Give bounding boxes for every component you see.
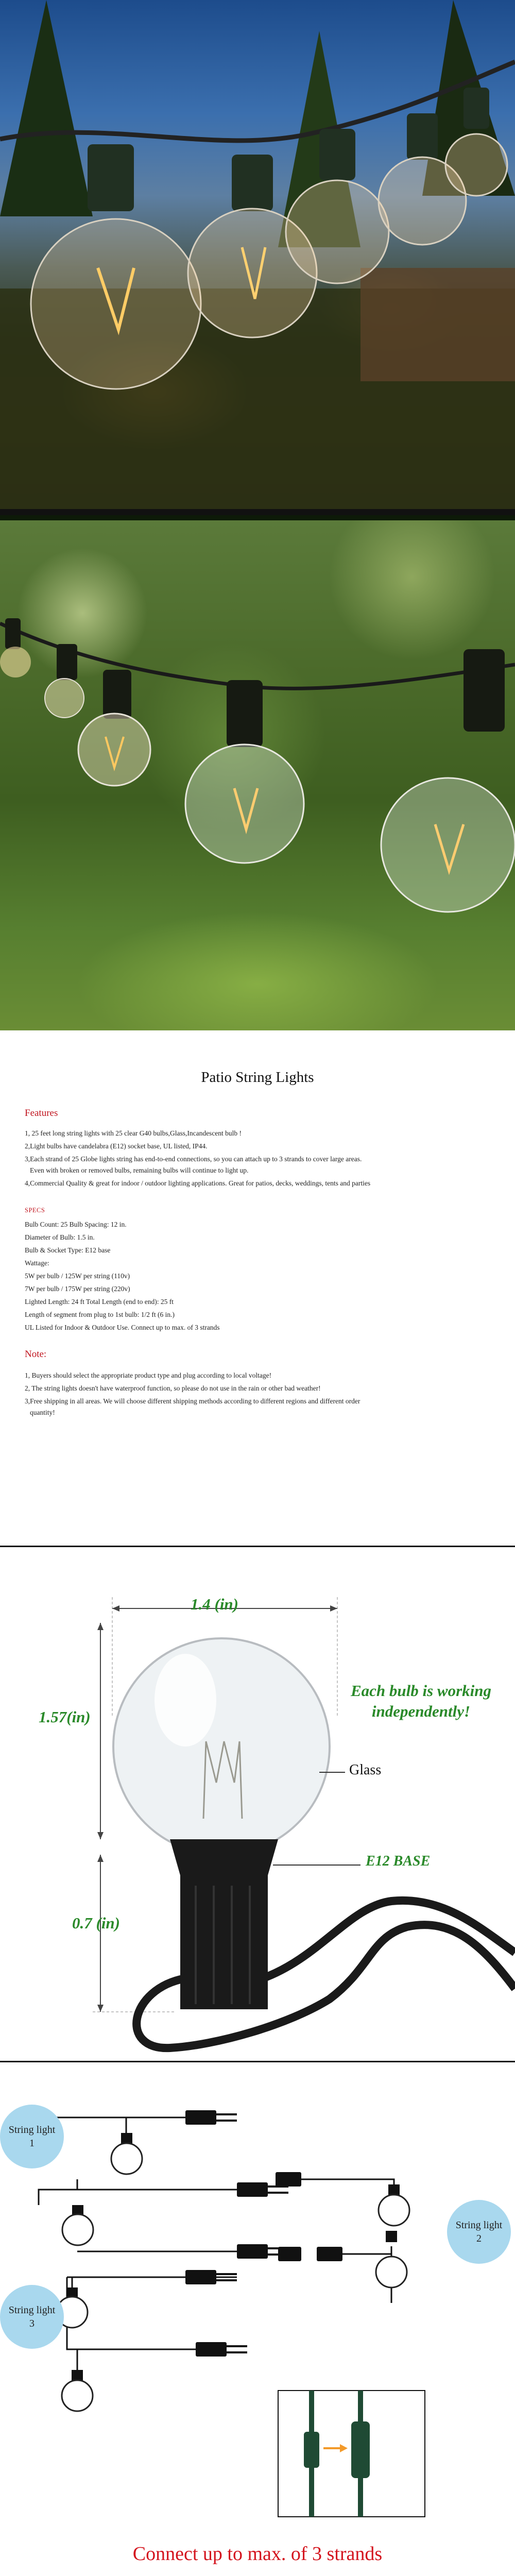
wiring-drawing bbox=[0, 2061, 515, 2576]
spec-line: UL Listed for Indoor & Outdoor Use. Connect up to max. of 3 strands bbox=[25, 1324, 220, 1331]
width-label: 1.4 (in) bbox=[191, 1595, 238, 1613]
note-line: 2, The string lights doesn't have waterproof function, so please do not use in the rain or other bad weather! bbox=[25, 1384, 321, 1392]
connection-caption: Connect up to max. of 3 strands bbox=[132, 2543, 383, 2565]
spec-line: Wattage: bbox=[25, 1259, 49, 1267]
note-line: 3,Free shipping in all areas. We will choose different shipping methods according to different regions and different order bbox=[25, 1397, 360, 1405]
product-photo-garden bbox=[0, 515, 515, 1030]
independent-note: Each bulb is working independently! bbox=[350, 1682, 492, 1720]
night-string-lights-illustration bbox=[0, 0, 515, 515]
feature-line: 2,Light bulbs have candelabra (E12) socket base, UL listed, IP44. bbox=[25, 1142, 208, 1150]
string-light-2-badge: String light 2 bbox=[447, 2200, 511, 2264]
product-description bbox=[0, 1030, 515, 1546]
base-height-label: 0.7 (in) bbox=[72, 1914, 120, 1932]
feature-line: 4,Commercial Quality & great for indoor / outdoor lighting applications. Great for patios, decks, weddings, tents and parties bbox=[25, 1179, 371, 1187]
spec-line: Lighted Length: 24 ft Total Length (end to end): 25 ft bbox=[25, 1298, 174, 1306]
garden-string-lights-illustration bbox=[0, 515, 515, 1030]
product-photo-night bbox=[0, 0, 515, 515]
string-light-3-badge: String light 3 bbox=[0, 2285, 64, 2349]
spec-line: Bulb & Socket Type: E12 base bbox=[25, 1246, 111, 1254]
string-light-1-badge: String light 1 bbox=[0, 2105, 64, 2168]
spec-line: Length of segment from plug to 1st bulb: 1/2 ft (6 in.) bbox=[25, 1311, 175, 1318]
page-title: Patio String Lights bbox=[201, 1069, 314, 1086]
spec-line: Diameter of Bulb: 1.5 in. bbox=[25, 1233, 95, 1241]
note-heading: Note: bbox=[25, 1349, 47, 1360]
specs-heading: SPECS bbox=[25, 1207, 45, 1214]
feature-line: 3,Each strand of 25 Globe lights string has end-to-end connections, so you can attach up to 3 strands to cover large areas. bbox=[25, 1155, 362, 1163]
features-heading: Features bbox=[25, 1108, 58, 1118]
feature-line: Even with broken or removed bulbs, remaining bulbs will continue to light up. bbox=[30, 1166, 249, 1174]
height-label: 1.57(in) bbox=[39, 1708, 91, 1726]
glass-label: Glass bbox=[349, 1762, 382, 1778]
e12-base-label: E12 BASE bbox=[366, 1853, 431, 1869]
spec-line: 7W per bulb / 175W per string (220v) bbox=[25, 1285, 130, 1293]
note-line: quantity! bbox=[30, 1409, 55, 1416]
spec-line: Bulb Count: 25 Bulb Spacing: 12 in. bbox=[25, 1221, 127, 1228]
bulb-dimension-diagram bbox=[0, 1546, 515, 2061]
feature-line: 1, 25 feet long string lights with 25 clear G40 bulbs,Glass,Incandescent bulb ! bbox=[25, 1129, 242, 1137]
bulb-drawing bbox=[0, 1546, 515, 2061]
note-line: 1, Buyers should select the appropriate product type and plug according to local voltage! bbox=[25, 1371, 272, 1379]
spec-line: 5W per bulb / 125W per string (110v) bbox=[25, 1272, 130, 1280]
connection-diagram bbox=[0, 2061, 515, 2576]
